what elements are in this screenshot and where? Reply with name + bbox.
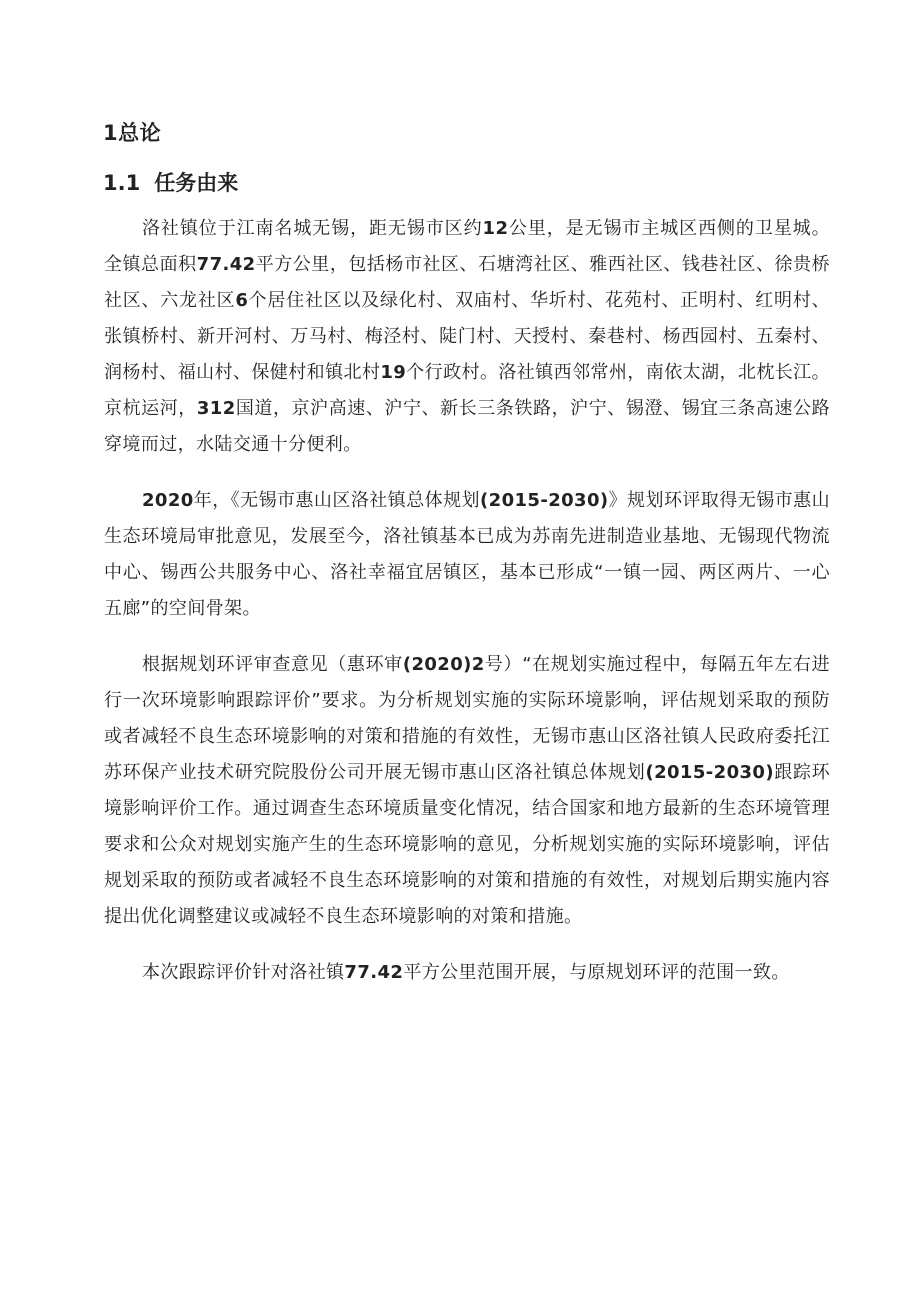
bold-run: 6 bbox=[235, 290, 249, 311]
chapter-heading: 1总论 bbox=[103, 121, 162, 145]
bold-run: 2020 bbox=[142, 490, 194, 511]
text-run: 国道，京沪高速、沪宁、新长三条铁路，沪宁、锡澄、锡宜三条高速公路穿境而过，水陆交通十分便利。 bbox=[104, 398, 831, 455]
bold-run: 19 bbox=[380, 362, 407, 383]
text-run: 根据规划环评审查意见（惠环审 bbox=[142, 654, 403, 675]
bold-run: 77.42 bbox=[344, 962, 404, 983]
text-run: 平方公里，包括杨市社区、石塘湾社区、雅西社区、钱巷社区、徐贵桥社区、六龙社区 bbox=[104, 254, 830, 311]
text-run: 个居住社区以及绿化村、双庙村、华圻村、花苑村、正明村、红明村、张镇桥村、新开河村、万马村、梅泾村、陡门村、天授村、秦巷村、杨西园村、五秦村、润杨村、福山村、保健村和镇北村 bbox=[104, 290, 830, 383]
paragraph-2 bbox=[104, 483, 830, 627]
bold-run: (2015-2030) bbox=[480, 490, 609, 511]
paragraph-4 bbox=[104, 955, 830, 991]
text-run: 平方公里范围开展，与原规划环评的范围一致。 bbox=[403, 962, 790, 983]
text-run: 个行政村。洛社镇西邻常州，南依太湖，北枕长江。京杭运河， bbox=[104, 362, 830, 419]
text-run: 》规划环评取得无锡市惠山生态环境局审批意见，发展至今，洛社镇基本已成为苏南先进制造业基地、无锡现代物流中心、锡西公共服务中心、洛社幸福宜居镇区，基本已形成“一镇一园、两区两片、一心五廊”的空间骨架。 bbox=[104, 490, 830, 619]
text-run: 本次跟踪评价针对洛社镇 bbox=[142, 962, 345, 983]
bold-run: 312 bbox=[196, 398, 236, 419]
text-run: 洛社镇位于江南名城无锡，距无锡市区约 bbox=[142, 218, 483, 239]
section-heading bbox=[103, 168, 238, 198]
text-run: 公里，是无锡市主城区西侧的卫星城。全镇总面积 bbox=[104, 218, 830, 275]
paragraph-3 bbox=[104, 647, 830, 935]
paragraph-1 bbox=[104, 211, 830, 463]
bold-run: (2020)2 bbox=[402, 654, 485, 675]
body-text bbox=[104, 211, 830, 991]
bold-run: 12 bbox=[482, 218, 509, 239]
bold-run: 77.42 bbox=[196, 254, 256, 275]
text-run: 号）“在规划实施过程中，每隔五年左右进行一次环境影响跟踪评价”要求。为分析规划实施的实际环境影响，评估规划采取的预防或者减轻不良生态环境影响的对策和措施的有效性，无锡市惠山区洛社镇人民政府委托江苏环保产业技术研究院股份公司开展无锡市惠山区洛社镇总体规划 bbox=[104, 654, 830, 783]
section-title: 任务由来 bbox=[154, 171, 239, 195]
section-number: 1.1 bbox=[103, 171, 141, 195]
text-run: 年，《无锡市惠山区洛社镇总体规划 bbox=[193, 490, 481, 511]
text-run: 跟踪环境影响评价工作。通过调查生态环境质量变化情况，结合国家和地方最新的生态环境管理要求和公众对规划实施产生的生态环境影响的意见，分析规划实施的实际环境影响，评估规划采取的预防或者减轻不良生态环境影响的对策和措施的有效性，对规划后期实施内容提出优化调整建议或减轻不良生态环境影响的对策和措施。 bbox=[104, 762, 830, 927]
bold-run: (2015-2030) bbox=[645, 762, 774, 783]
